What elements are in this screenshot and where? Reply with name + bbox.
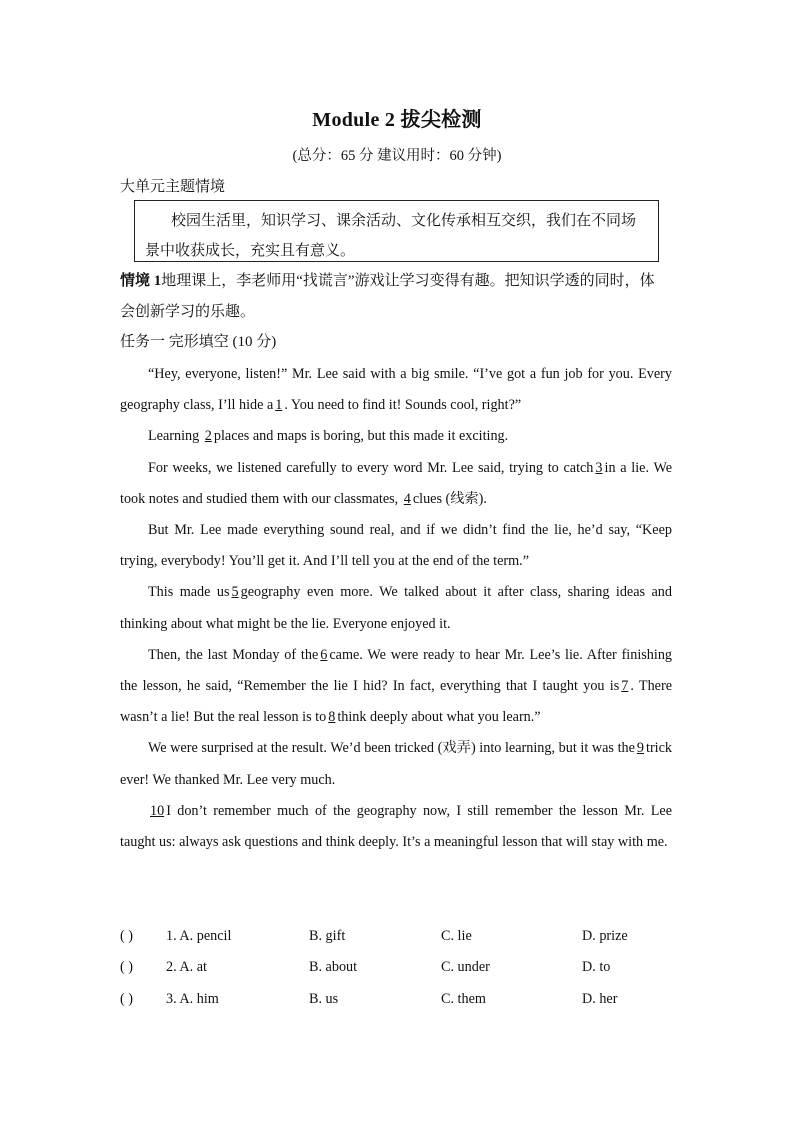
theme-box-text: 校园生活里，知识学习、课余活动、文化传承相互交织，我们在不同场景中收获成长，充实且有意义。 [145,213,637,259]
passage-paragraph [120,640,672,734]
passage-paragraph [120,577,672,639]
choice-row-1 [120,921,680,952]
page-title: Module 2 拔尖检测 [312,109,482,131]
blank-8: 8 [328,709,336,726]
blank-5: 5 [231,584,239,601]
passage-text: places and maps is boring, but this made it exciting. [213,428,509,445]
passage-text: geography even more. We talked about it after class, sharing ideas and thinking about what might be the lie. Everyone enjoyed it. [120,584,672,632]
passage-text: in a lie. We took notes and studied them with our classmates, [120,459,672,507]
passage-text: We were surprised at the result. We’d been tricked (戏弄) into learning, but it was the [148,740,635,757]
cloze-passage [120,359,672,858]
answer-blank[interactable]: ( ) [120,959,133,976]
choice-row-2 [120,952,680,983]
blank-10: 10 [150,802,165,819]
option-d: D. to [582,959,611,976]
passage-text: Learning [148,428,200,445]
score-time-note: (总分：65 分 建议用时：60 分钟) [292,148,502,164]
passage-text: trick ever! We thanked Mr. Lee very much. [120,740,672,788]
choice-row-3 [120,984,680,1015]
passage-text: I don’t remember much of the geography now, I still remember the lesson Mr. Lee taught us: always ask questions and think deeply. It’s a meaningful lesson that will stay with me. [120,802,672,851]
passage-text: . There wasn’t a lie! But the real lesson is to [120,678,672,726]
passage-paragraph [120,359,672,421]
option-d: D. her [582,990,618,1007]
blank-1: 1 [275,397,283,414]
passage-paragraph: But Mr. Lee made everything sound real, and if we didn’t find the lie, he’d say, “Keep trying, everybody! You’ll get it. And I’ll tell you at the end of the term.” [120,522,672,570]
task-heading: 任务一 完形填空 (10 分) [120,334,277,350]
blank-7: 7 [621,678,629,695]
option-c: C. under [441,959,490,976]
passage-text: “Hey, everyone, listen!” Mr. Lee said with a big smile. “I’ve got a fun job for you. Every geography class, I’ll hide a [120,366,672,414]
passage-text: For weeks, we listened carefully to every word Mr. Lee said, trying to catch [148,459,594,476]
passage-text: . You need to find it! Sounds cool, right?” [284,397,522,414]
situation-label: 情境 1 [120,273,162,289]
blank-2: 2 [204,428,212,445]
option-c: C. them [441,990,486,1007]
blank-4: 4 [403,490,411,507]
option-a: 2. A. at [166,959,207,976]
situation-text: 地理课上，李老师用“找谎言”游戏让学习变得有趣。把知识学透的同时，体会创新学习的乐趣。 [120,273,655,320]
blank-6: 6 [320,646,328,663]
theme-label: 大单元主题情境 [120,179,226,195]
option-a: 1. A. pencil [166,928,232,944]
option-c: C. lie [441,928,472,944]
passage-paragraph [120,733,672,795]
option-a: 3. A. him [166,990,219,1007]
passage-text: Then, the last Monday of the [148,646,319,663]
theme-box [134,200,659,262]
passage-paragraph [120,421,672,452]
blank-9: 9 [636,740,644,757]
option-b: B. about [309,959,358,976]
option-b: B. gift [309,928,346,944]
passage-text: think deeply about what you learn.” [337,709,541,726]
option-d: D. prize [582,928,628,944]
passage-text: came. We were ready to hear Mr. Lee’s lie. After finishing the lesson, he said, “Remember the lie I hid? In fact, everything that I taught you is [120,646,673,695]
option-b: B. us [309,990,339,1007]
answer-blank[interactable]: ( ) [120,990,133,1007]
passage-text: clues (线索). [412,490,487,507]
choice-list [120,921,680,1015]
situation-paragraph [120,266,665,328]
answer-blank[interactable]: ( ) [120,928,133,944]
passage-text: This made us [148,584,230,601]
passage-paragraph [120,453,672,515]
passage-paragraph [120,796,672,858]
blank-3: 3 [595,459,603,476]
